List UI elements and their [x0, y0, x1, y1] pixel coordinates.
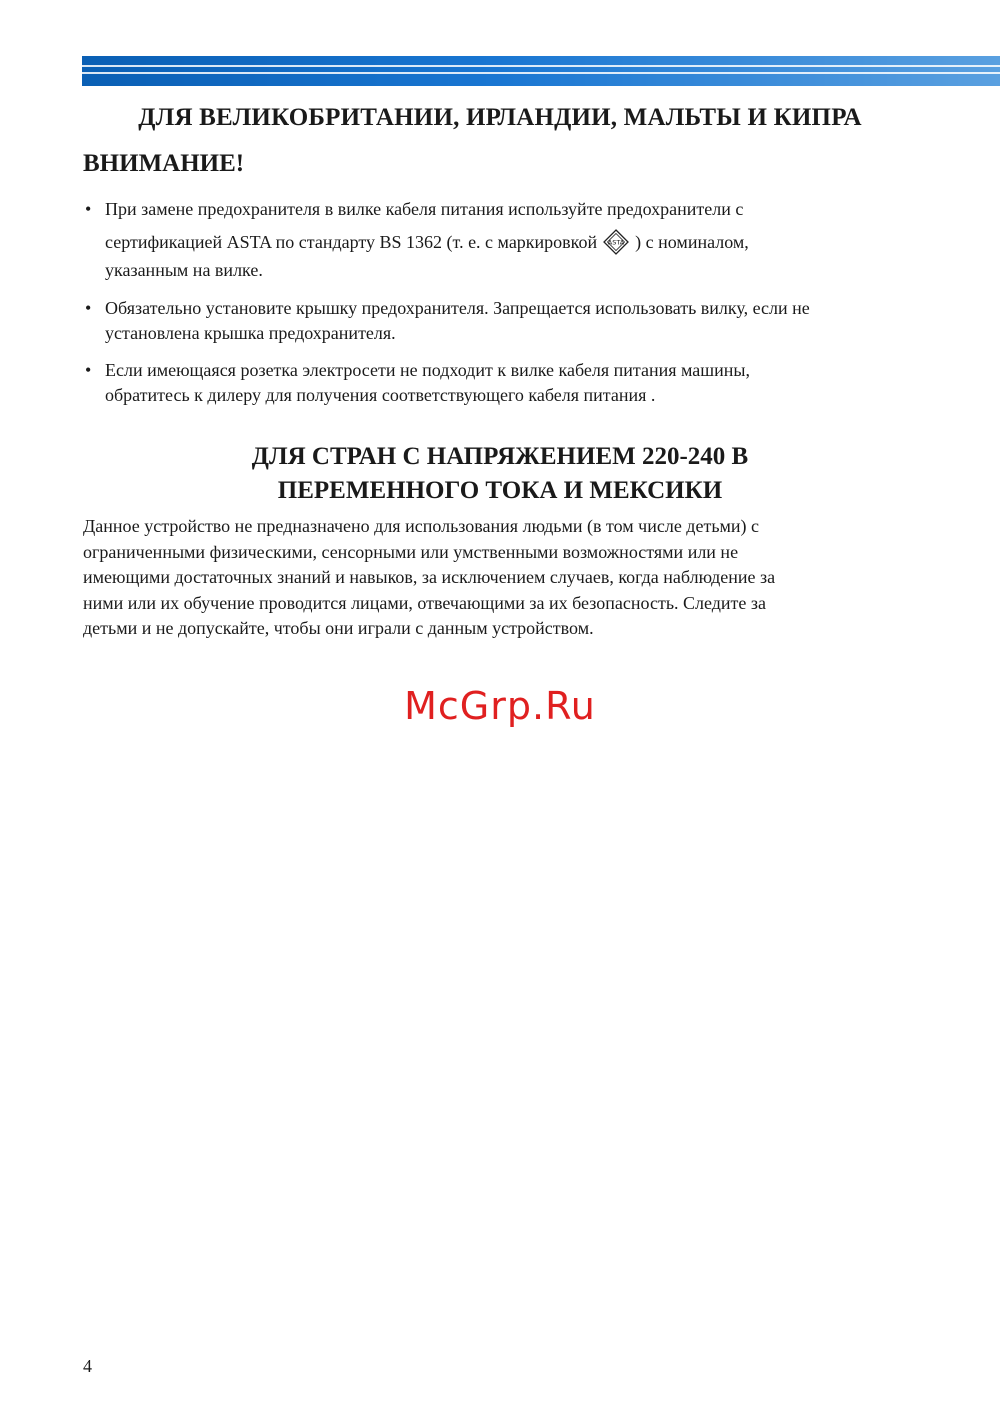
bullet-mark: • — [85, 360, 92, 380]
warning-bullet-list — [83, 196, 923, 408]
bullet-text: сертификацией ASTA по стандарту BS 1362 (т. е. с маркировкой — [105, 232, 598, 252]
bullet-line: Обязательно установите крышку предохранителя. Запрещается использовать вилку, если не — [105, 298, 810, 318]
bullet-line: установлена крышка предохранителя. — [105, 323, 396, 343]
watermark: McGrp.Ru — [404, 684, 596, 728]
asta-mark-icon — [603, 229, 629, 255]
bullet-mark: • — [85, 298, 92, 318]
section2-title-line: ДЛЯ СТРАН С НАПРЯЖЕНИЕМ 220-240 В — [251, 443, 749, 470]
paragraph-line: ними или их обучение проводится лицами, отвечающими за их безопасность. Следите за — [83, 592, 767, 613]
paragraph-line: имеющими достаточных знаний и навыков, за исключением случаев, когда наблюдение за — [83, 567, 776, 587]
section2-title — [0, 440, 1000, 508]
paragraph-line: ограниченными физическими, сенсорными или умственными возможностями или не — [83, 541, 739, 562]
section1-title: ДЛЯ ВЕЛИКОБРИТАНИИ, ИРЛАНДИИ, МАЛЬТЫ И КИПРА — [138, 104, 862, 131]
section2-title-line: ПЕРЕМЕННОГО ТОКА И МЕКСИКИ — [277, 477, 723, 504]
bullet-mark: • — [85, 199, 92, 219]
bullet-line: При замене предохранителя в вилке кабеля питания используйте предохранители с — [105, 199, 744, 219]
page-number: 4 — [83, 1356, 92, 1376]
bullet-line: обратитесь к дилеру для получения соответствующего кабеля питания . — [105, 385, 656, 405]
safety-paragraph — [83, 514, 893, 642]
bullet-line: Если имеющаяся розетка электросети не подходит к вилке кабеля питания машины, — [105, 360, 750, 380]
paragraph-line: детьми и не допускайте, чтобы они играли с данным устройством. — [83, 618, 594, 638]
bullet-line: указанным на вилке. — [105, 260, 263, 280]
asta-mark-text: ASTA — [607, 238, 625, 247]
header-color-band — [82, 56, 1000, 86]
warning-heading: ВНИМАНИЕ! — [83, 150, 245, 177]
bullet-text: ) с номиналом, — [635, 232, 749, 252]
paragraph-line: Данное устройство не предназначено для использования людьми (в том числе детьми) с — [83, 516, 760, 536]
bullet-line-with-icon — [105, 229, 923, 255]
header-band-stripe — [82, 72, 1000, 74]
list-item — [83, 196, 923, 283]
list-item — [83, 358, 923, 408]
header-band-stripe — [82, 65, 1000, 67]
list-item — [83, 296, 923, 346]
